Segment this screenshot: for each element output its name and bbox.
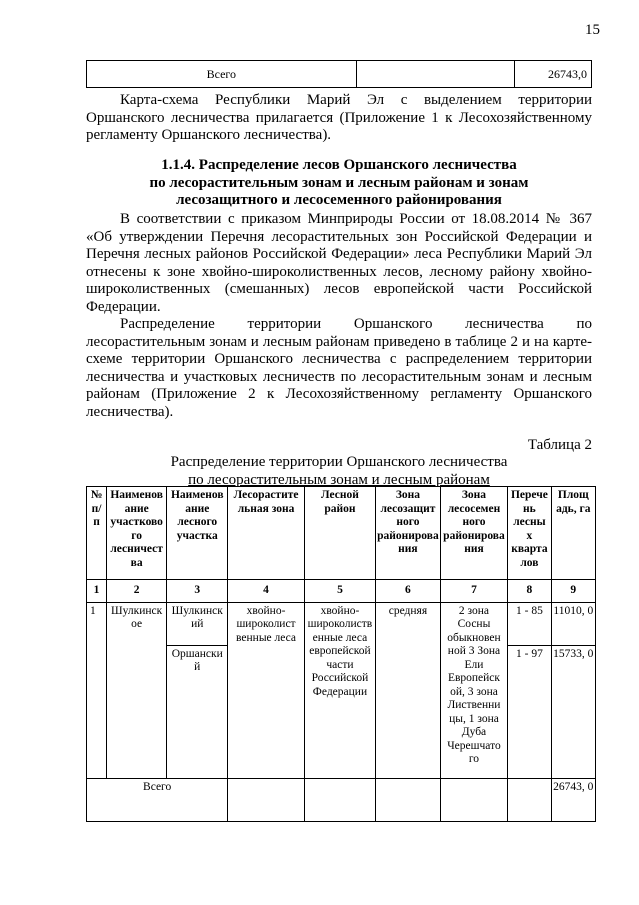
table-row — [87, 602, 596, 645]
totals-table — [86, 60, 592, 88]
total-label: Всего — [87, 778, 228, 821]
column-number: 1 — [87, 580, 107, 603]
empty-cell — [228, 778, 305, 821]
table-label: Таблица 2 — [527, 437, 592, 453]
column-number: 3 — [167, 580, 228, 603]
map-paragraph: Карта-схема Республики Марий Эл с выделением территории Оршанского лесничества прилагается (Приложение 1 к Лесохозяйственному регламенту Оршанского лесничества). — [86, 92, 592, 144]
column-number: 5 — [304, 580, 375, 603]
section-heading — [86, 157, 592, 210]
empty-cell — [356, 61, 515, 88]
table-caption — [86, 454, 592, 489]
header-cell: Перече нь лесны х кварта лов — [508, 487, 551, 580]
header-cell: № п/ п — [87, 487, 107, 580]
empty-cell — [508, 778, 551, 821]
empty-cell — [376, 778, 441, 821]
header-cell: Наименов ание лесного участка — [167, 487, 228, 580]
row-number: 1 — [87, 602, 107, 778]
header-cell: Лесной район — [304, 487, 375, 580]
column-number: 7 — [440, 580, 508, 603]
header-cell: Лесорастите льная зона — [228, 487, 305, 580]
forest-zone: хвойно- широколист венные леса — [228, 602, 305, 778]
header-row — [87, 487, 596, 580]
header-cell: Зона лесосемен ного районирова ния — [440, 487, 508, 580]
total-label: Всего — [87, 61, 357, 88]
header-cell: Зона лесозащит ного районирова ния — [376, 487, 441, 580]
heading-line: лесозащитного и лесосеменного районирования — [176, 192, 502, 209]
quarters-cell: 1 - 85 — [508, 602, 551, 645]
forest-region: хвойно- широколиств енные леса европейской части Российской Федерации — [304, 602, 375, 778]
column-number: 4 — [228, 580, 305, 603]
heading-line: по лесорастительным зонам и лесным районам и зонам — [149, 174, 529, 191]
empty-cell — [304, 778, 375, 821]
column-number: 9 — [551, 580, 595, 603]
protection-zone: средняя — [376, 602, 441, 778]
distribution-paragraph: Распределение территории Оршанского лесничества по лесорастительным зонам и лесным районам приведено в таблице 2 и на карте-схеме территории Оршанского лесничества с распределением территории лесничества и участковых лесничеств по лесорастительным зонам и лесным районам (Приложение 2 к Лесохозяйственному регламенту Оршанского лесничества). — [86, 316, 592, 420]
total-row — [87, 778, 596, 821]
total-area: 26743, 0 — [551, 778, 595, 821]
plot-name: Шулкинск ий — [167, 602, 228, 645]
plot-name: Оршански й — [167, 645, 228, 778]
area-cell: 11010, 0 — [551, 602, 595, 645]
seed-zone: 2 зона Сосны обыкновен ной 3 Зона Ели Европейск ой, 3 зона Лиственни цы, 1 зона Дуба Черешчато го — [440, 602, 508, 778]
header-cell: Наименов ание участково го лесничест ва — [107, 487, 167, 580]
heading-line: 1.1.4. Распределение лесов Оршанского лесничества — [161, 157, 517, 173]
column-number: 6 — [376, 580, 441, 603]
quarters-cell: 1 - 97 — [508, 645, 551, 778]
column-number: 2 — [107, 580, 167, 603]
distribution-table — [86, 486, 596, 822]
area-cell: 15733, 0 — [551, 645, 595, 778]
caption-line: Распределение территории Оршанского лесничества — [170, 454, 508, 470]
header-cell: Площ адь, га — [551, 487, 595, 580]
page-number: 15 — [585, 22, 600, 38]
total-value: 26743,0 — [515, 61, 592, 88]
column-number: 8 — [508, 580, 551, 603]
district-cell: Шулкинск ое — [107, 602, 167, 778]
caption-line: по лесорастительным зонам и лесным районам — [188, 471, 490, 488]
order-paragraph: В соответствии с приказом Минприроды России от 18.08.2014 № 367 «Об утверждении Перечня лесорастительных зон Российской Федерации и Перечня лесных районов Российской Федерации» леса Республики Марий Эл отнесены к зоне хвойно-широколиственных лесов, лесному району хвойно-широколиственных (смешанных) лесов европейской части Российской Федерации. — [86, 211, 592, 315]
column-number-row — [87, 580, 596, 603]
empty-cell — [440, 778, 508, 821]
